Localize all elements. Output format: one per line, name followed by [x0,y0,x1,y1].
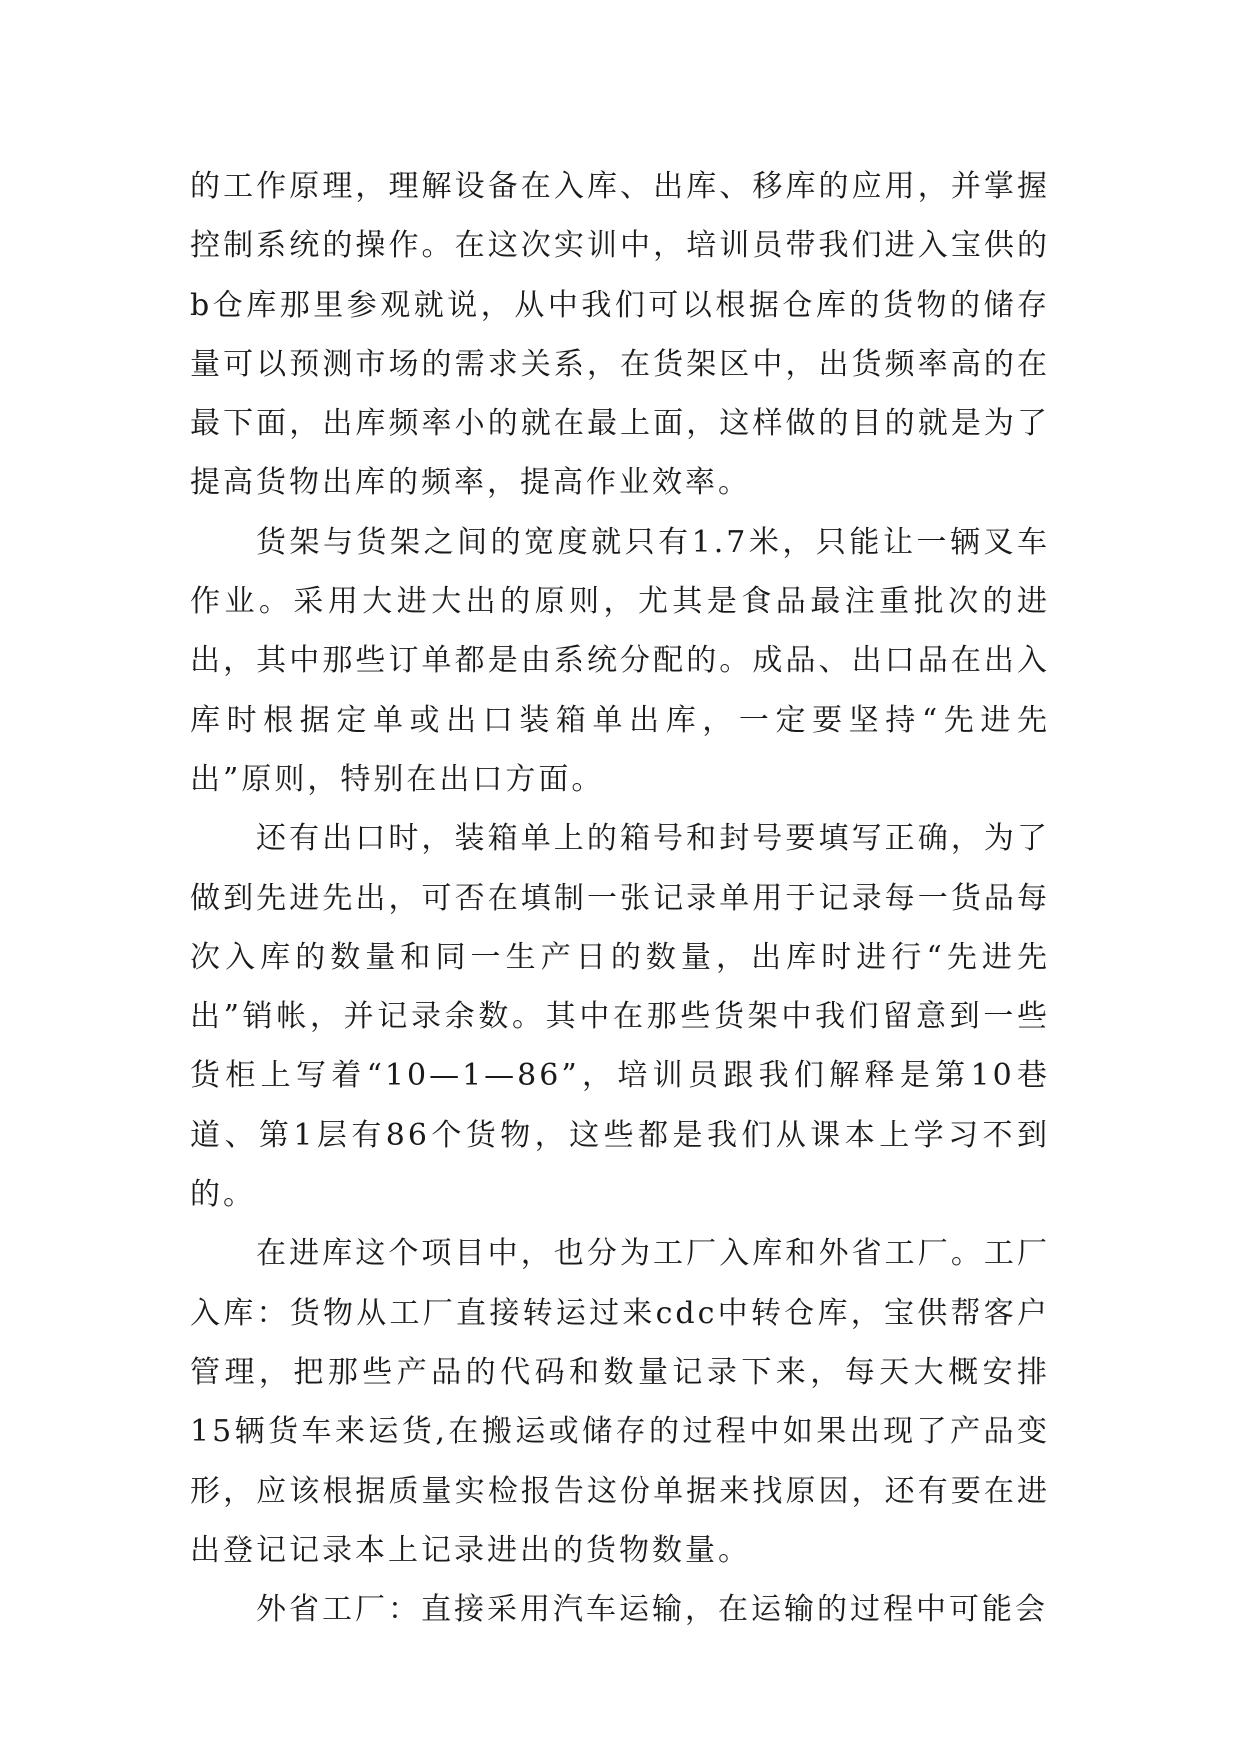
paragraph-1: 的工作原理，理解设备在入库、出库、移库的应用，并掌握控制系统的操作。在这次实训中，培训员带我们进入宝供的b仓库那里参观就说，从中我们可以根据仓库的货物的储存量可以预测市场的需求关系，在货架区中，出货频率高的在最下面，出库频率小的就在最上面，这样做的目的就是为了提高货物出库的频率，提高作业效率。 [190,169,1050,501]
paragraph-4: 在进库这个项目中，也分为工厂入库和外省工厂。工厂入库：货物从工厂直接转运过来cdc中转仓库，宝供帮客户管理，把那些产品的代码和数量记录下来，每天大概安排15辆货车来运货,在搬运或储存的过程中如果出现了产品变形，应该根据质量实检报告这份单据来找原因，还有要在进出登记记录本上记录进出的货物数量。 [190,1236,1050,1568]
document-body [190,157,1050,1639]
paragraph-5: 外省工厂：直接采用汽车运输，在运输的过程中可能会 [256,1592,1048,1628]
paragraph-2: 货架与货架之间的宽度就只有1.7米，只能让一辆叉车作业。采用大进大出的原则，尤其是食品最注重批次的进出，其中那些订单都是由系统分配的。成品、出口品在出入库时根据定单或出口装箱单出库，一定要坚持“先进先出”原则，特别在出口方面。 [190,524,1050,797]
paragraph-3: 还有出口时，装箱单上的箱号和封号要填写正确，为了做到先进先出，可否在填制一张记录单用于记录每一货品每次入库的数量和同一生产日的数量，出库时进行“先进先出”销帐，并记录余数。其中在那些货架中我们留意到一些货柜上写着“10—1—86”，培训员跟我们解释是第10巷道、第1层有86个货物，这些都是我们从课本上学习不到的。 [190,821,1050,1213]
